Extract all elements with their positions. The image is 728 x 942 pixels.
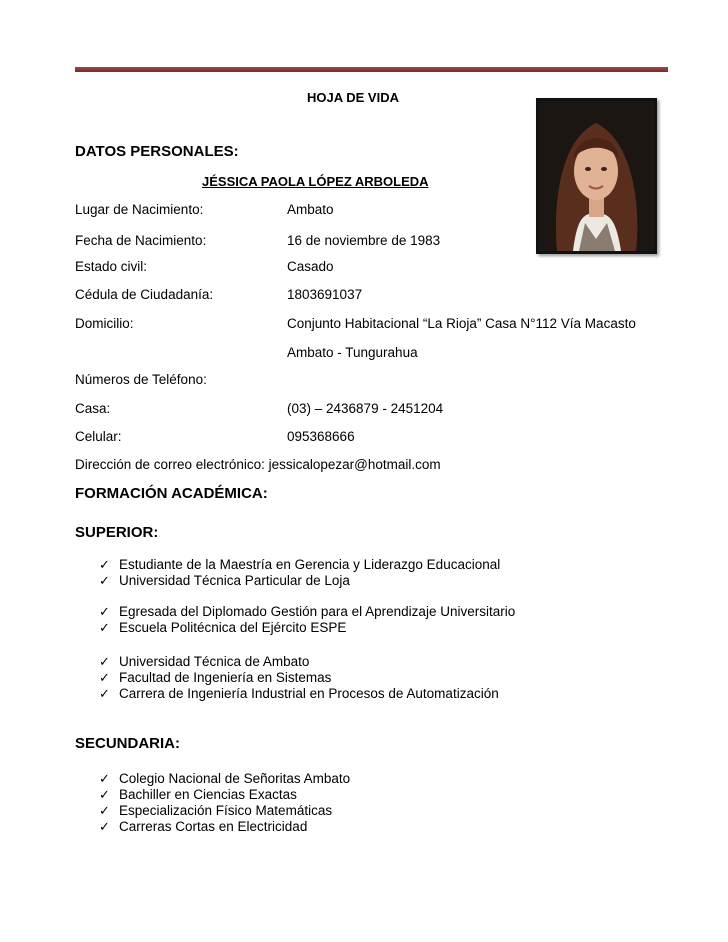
info-label: Lugar de Nacimiento: [75,202,204,217]
info-value: 1803691037 [287,287,363,302]
checkmark-icon: ✓ [99,654,110,669]
list-item: ✓ Especialización Físico Matemáticas [99,803,333,818]
info-label: Domicilio: [75,316,134,331]
list-item: ✓ Egresada del Diplomado Gestión para el Aprendizaje Universitario [99,604,516,619]
email-label: Dirección de correo electrónico: [75,457,265,472]
info-value: Conjunto Habitacional “La Rioja” Casa N°112 Vía Macasto [287,316,636,331]
list-item: ✓ Carrera de Ingeniería Industrial en Procesos de Automatización [99,686,499,701]
info-row [75,345,418,360]
header-rule [75,67,668,72]
info-label: Cédula de Ciudadanía: [75,287,214,302]
personal-data-heading: DATOS PERSONALES: [75,143,239,160]
info-row [75,202,334,217]
info-row [75,429,355,444]
list-item: ✓ Bachiller en Ciencias Exactas [99,787,297,802]
info-row [75,316,636,331]
list-item: ✓ Estudiante de la Maestría en Gerencia y Liderazgo Educacional [99,557,501,572]
info-value: 16 de noviembre de 1983 [287,233,441,248]
info-label: Estado civil: [75,259,148,274]
info-row [75,259,334,274]
document-title: HOJA DE VIDA [307,90,399,105]
info-label: Casa: [75,401,111,416]
secundaria-list [99,771,350,835]
info-row [75,233,440,248]
info-value: (03) – 2436879 - 2451204 [287,401,444,416]
list-item: ✓ Universidad Técnica de Ambato [99,654,310,669]
info-value: Ambato - Tungurahua [287,345,418,360]
superior-group-3 [99,654,499,702]
list-item: ✓ Escuela Politécnica del Ejército ESPE [99,620,347,635]
checkmark-icon: ✓ [99,620,110,635]
checkmark-icon: ✓ [99,819,110,834]
checkmark-icon: ✓ [99,787,110,802]
superior-heading: SUPERIOR: [75,524,159,541]
list-item: ✓ Colegio Nacional de Señoritas Ambato [99,771,351,786]
info-value: Casado [287,259,334,274]
info-label: Fecha de Nacimiento: [75,233,207,248]
info-label: Celular: [75,429,122,444]
checkmark-icon: ✓ [99,803,110,818]
info-row [75,287,362,302]
list-item: ✓ Carreras Cortas en Electricidad [99,819,308,834]
education-heading: FORMACIÓN ACADÉMICA: [75,485,268,502]
info-value: 095368666 [287,429,355,444]
checkmark-icon: ✓ [99,771,110,786]
secundaria-heading: SECUNDARIA: [75,735,180,752]
full-name: JÉSSICA PAOLA LÓPEZ ARBOLEDA [202,174,429,189]
checkmark-icon: ✓ [99,686,110,701]
profile-photo [536,98,657,254]
checkmark-icon: ✓ [99,573,110,588]
email-row [75,457,441,472]
superior-group-1 [99,557,500,589]
info-label: Números de Teléfono: [75,372,207,387]
checkmark-icon: ✓ [99,604,110,619]
list-item: ✓ Facultad de Ingeniería en Sistemas [99,670,332,685]
list-item: ✓ Universidad Técnica Particular de Loja [99,573,350,588]
superior-group-2 [99,604,515,636]
info-row [75,372,287,387]
info-row [75,401,443,416]
info-value: Ambato [287,202,334,217]
email-value: jessicalopezar@hotmail.com [268,457,441,472]
checkmark-icon: ✓ [99,670,110,685]
checkmark-icon: ✓ [99,557,110,572]
